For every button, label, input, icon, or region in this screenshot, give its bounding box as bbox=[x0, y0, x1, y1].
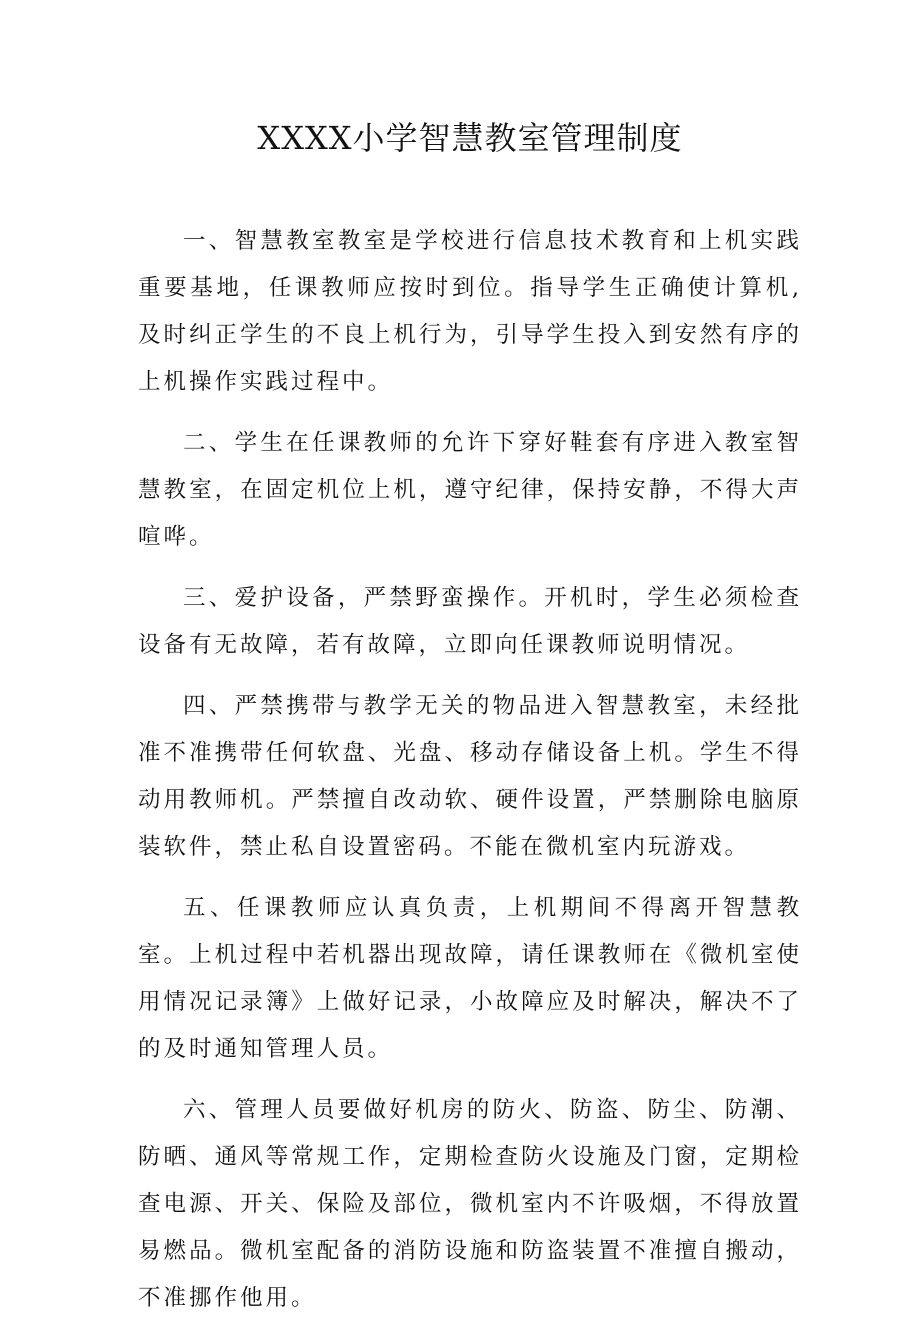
paragraph-3: 三、爱护设备，严禁野蛮操作。开机时，学生必须检查设备有无故障，若有故障，立即向任课教师说明情况。 bbox=[138, 585, 802, 658]
paragraph-6: 六、管理人员要做好机房的防火、防盗、防尘、防潮、防晒、通风等常规工作，定期检查防火设施及门窗，定期检查电源、开关、保险及部位，微机室内不许吸烟，不得放置易燃品。微机室配备的消防设施和防盗装置不准擅自搬动，不准挪作他用。 bbox=[138, 1097, 802, 1311]
paragraph-2: 二、学生在任课教师的允许下穿好鞋套有序进入教室智慧教室，在固定机位上机，遵守纪律，保持安静，不得大声喧哗。 bbox=[138, 430, 802, 550]
paragraph-4: 四、严禁携带与教学无关的物品进入智慧教室，未经批准不准携带任何软盘、光盘、移动存储设备上机。学生不得动用教师机。严禁擅自改动软、硬件设置，严禁删除电脑原装软件，禁止私自设置密码。不能在微机室内玩游戏。 bbox=[138, 693, 802, 860]
document-title: XXXX小学智慧教室管理制度 bbox=[257, 119, 683, 157]
paragraph-1: 一、智慧教室教室是学校进行信息技术教育和上机实践重要基地，任课教师应按时到位。指导学生正确使计算机,及时纠正学生的不良上机行为，引导学生投入到安然有序的上机操作实践过程中。 bbox=[138, 228, 802, 395]
paragraph-5: 五、任课教师应认真负责，上机期间不得离开智慧教室。上机过程中若机器出现故障，请任课教师在《微机室使用情况记录簿》上做好记录，小故障应及时解决，解决不了的及时通知管理人员。 bbox=[138, 895, 802, 1062]
